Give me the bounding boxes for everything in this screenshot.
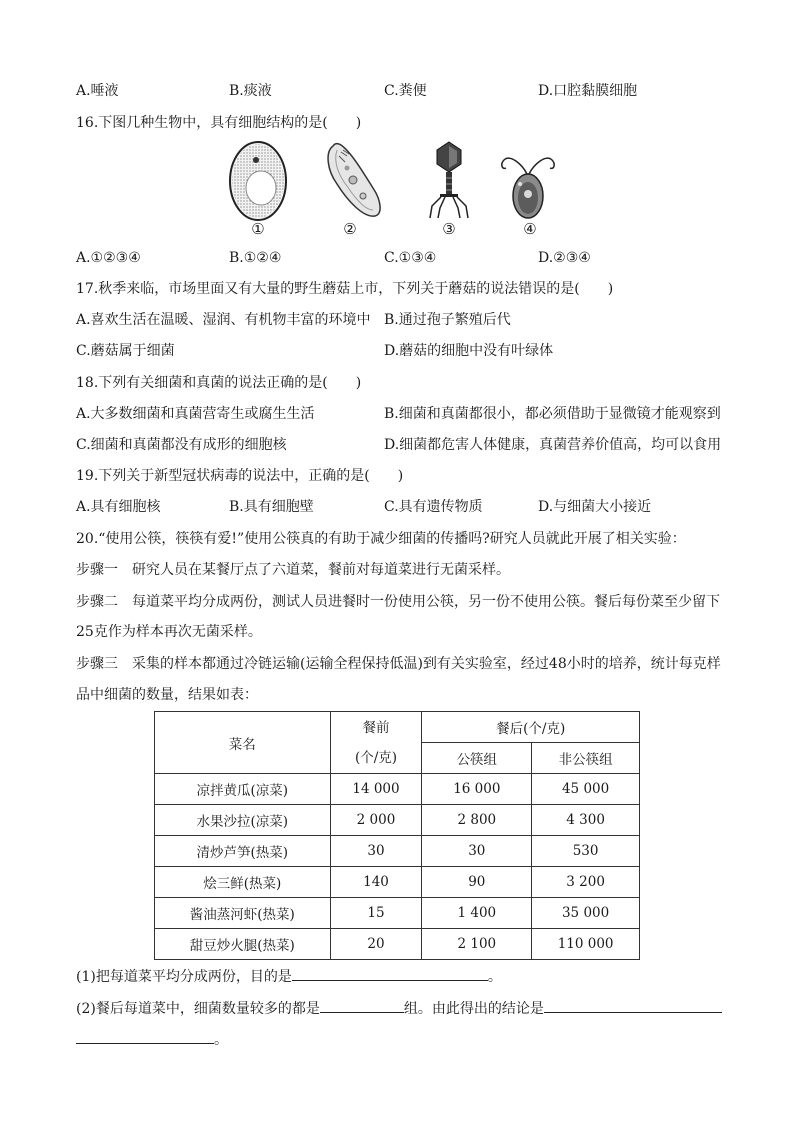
dish-name-cell: 水果沙拉(凉菜) xyxy=(155,805,331,836)
q15-option-b: B.痰液 xyxy=(229,83,272,99)
q20-sub-2-end: 。 xyxy=(214,1032,228,1048)
q17-stem: 17.秋季来临，市场里面又有大量的野生蘑菇上市，下列关于蘑菇的说法错误的是( ) xyxy=(76,281,614,297)
q19-option-b: B.具有细胞壁 xyxy=(229,499,314,515)
header-dish-name: 菜名 xyxy=(155,712,331,774)
non-public-count-cell: 110 000 xyxy=(532,929,640,960)
before-count-cell: 15 xyxy=(330,898,422,929)
q20-sub-2-continuation xyxy=(76,1029,228,1050)
non-public-count-cell: 3 200 xyxy=(532,867,640,898)
header-before-meal xyxy=(330,712,422,774)
non-public-count-cell: 35 000 xyxy=(532,898,640,929)
table-row xyxy=(155,805,640,836)
bacteriophage-illustration xyxy=(424,140,474,222)
q16-option-b: B.①②④ xyxy=(229,250,282,266)
figure-label-3: ③ xyxy=(442,220,456,238)
q18-option-a: A.大多数细菌和真菌营寄生或腐生生活 xyxy=(76,406,315,422)
q20-sub-1-prompt: (1)把每道菜平均分成两份，目的是 xyxy=(76,969,292,985)
q17-option-a: A.喜欢生活在温暖、湿润、有机物丰富的环境中 xyxy=(76,312,371,328)
non-public-count-cell: 4 300 xyxy=(532,805,640,836)
before-count-cell: 140 xyxy=(330,867,422,898)
before-count-cell: 14 000 xyxy=(330,774,422,805)
header-before-unit: (个/克) xyxy=(354,749,398,766)
public-count-cell: 30 xyxy=(422,836,532,867)
before-count-cell: 20 xyxy=(330,929,422,960)
q17-option-d: D.蘑菇的细胞中没有叶绿体 xyxy=(384,343,554,359)
q20-sub-1 xyxy=(76,966,502,987)
q20-step-2-line-2: 25克作为样本再次无菌采样。 xyxy=(76,624,262,640)
q15-option-d: D.口腔黏膜细胞 xyxy=(538,83,638,99)
figure-label-4: ④ xyxy=(523,220,537,238)
answer-blank-1[interactable] xyxy=(292,966,488,981)
q19-option-c: C.具有遗传物质 xyxy=(384,499,483,515)
table-row xyxy=(155,867,640,898)
chlamydomonas-illustration xyxy=(500,140,556,222)
q20-sub-1-end: 。 xyxy=(487,969,502,985)
dish-name-cell: 酱油蒸河虾(热菜) xyxy=(155,898,331,929)
figure-label-2: ② xyxy=(343,220,357,238)
q20-step-3-line-1: 步骤三 采集的样本都通过冷链运输(运输全程保持低温)到有关实验室，经过48小时的培养，统计每克样 xyxy=(76,656,721,672)
q20-step-1: 步骤一 研究人员在某餐厅点了六道菜，餐前对每道菜进行无菌采样。 xyxy=(76,562,510,578)
q19-option-a: A.具有细胞核 xyxy=(76,499,161,515)
before-count-cell: 30 xyxy=(330,836,422,867)
q20-sub-2-middle: 组。由此得出的结论是 xyxy=(403,1001,544,1017)
table-row xyxy=(155,898,640,929)
figure-label-1: ① xyxy=(251,220,265,238)
paramecium-illustration xyxy=(323,140,385,222)
public-count-cell: 2 100 xyxy=(422,929,532,960)
q20-step-3-line-2: 品中细菌的数量，结果如表： xyxy=(76,687,258,703)
q15-option-c: C.粪便 xyxy=(384,83,427,99)
cell-illustration-1 xyxy=(228,140,288,222)
public-count-cell: 90 xyxy=(422,867,532,898)
q16-option-d: D.②③④ xyxy=(538,250,591,266)
q20-sub-2-prompt: (2)餐后每道菜中，细菌数量较多的都是 xyxy=(76,1001,320,1017)
header-after-meal: 餐后(个/克) xyxy=(422,712,640,743)
q20-step-2-line-1: 步骤二 每道菜平均分成两份，测试人员进餐时一份使用公筷，另一份不使用公筷。餐后每份菜至少留下 xyxy=(76,594,720,610)
public-count-cell: 2 800 xyxy=(422,805,532,836)
q16-stem: 16.下图几种生物中，具有细胞结构的是( ) xyxy=(76,115,362,131)
table-row xyxy=(155,929,640,960)
public-count-cell: 1 400 xyxy=(422,898,532,929)
q16-option-a: A.①②③④ xyxy=(76,250,141,266)
q17-option-c: C.蘑菇属于细菌 xyxy=(76,343,175,359)
answer-blank-2[interactable] xyxy=(320,998,404,1013)
header-non-public-chopsticks: 非公筷组 xyxy=(532,743,640,774)
dish-name-cell: 烩三鲜(热菜) xyxy=(155,867,331,898)
q18-option-b: B.细菌和真菌都很小，都必须借助于显微镜才能观察到 xyxy=(384,406,721,422)
q20-sub-2 xyxy=(76,998,722,1019)
dish-name-cell: 清炒芦笋(热菜) xyxy=(155,836,331,867)
answer-blank-3-continued[interactable] xyxy=(76,1029,214,1044)
q18-option-d: D.细菌都危害人体健康，真菌营养价值高，均可以食用 xyxy=(384,437,722,453)
table-row xyxy=(155,836,640,867)
q19-stem: 19.下列关于新型冠状病毒的说法中，正确的是( ) xyxy=(76,468,404,484)
table-row xyxy=(155,774,640,805)
q17-option-b: B.通过孢子繁殖后代 xyxy=(384,312,511,328)
q18-stem: 18.下列有关细菌和真菌的说法正确的是( ) xyxy=(76,375,362,391)
non-public-count-cell: 530 xyxy=(532,836,640,867)
dish-name-cell: 甜豆炒火腿(热菜) xyxy=(155,929,331,960)
bacteria-count-table xyxy=(154,711,640,960)
q20-stem: 20.“使用公筷，筷筷有爱!”使用公筷真的有助于减少细菌的传播吗?研究人员就此开展了相关实验： xyxy=(76,531,686,547)
header-before-label: 餐前 xyxy=(362,719,390,736)
before-count-cell: 2 000 xyxy=(330,805,422,836)
non-public-count-cell: 45 000 xyxy=(532,774,640,805)
dish-name-cell: 凉拌黄瓜(凉菜) xyxy=(155,774,331,805)
answer-blank-3[interactable] xyxy=(544,998,722,1013)
q18-option-c: C.细菌和真菌都没有成形的细胞核 xyxy=(76,437,287,453)
q19-option-d: D.与细菌大小接近 xyxy=(538,499,652,515)
q15-option-a: A.唾液 xyxy=(76,83,119,99)
public-count-cell: 16 000 xyxy=(422,774,532,805)
q16-option-c: C.①③④ xyxy=(384,250,437,266)
header-public-chopsticks: 公筷组 xyxy=(422,743,532,774)
